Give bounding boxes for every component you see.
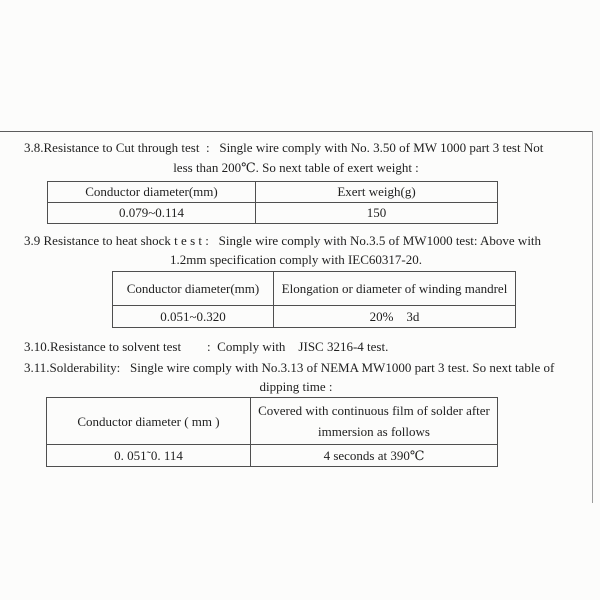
heat-shock-table [112, 271, 516, 328]
table-row [47, 445, 498, 467]
table-header-cell: Covered with continuous film of solder after immersion as follows [251, 398, 498, 445]
table-header-cell: Exert weigh(g) [256, 182, 498, 203]
section-3-8-line-2: less than 200℃. So next table of exert weight : [173, 160, 419, 175]
page-right-rule [592, 131, 593, 503]
section-3-11-line-2: dipping time : [259, 379, 333, 394]
section-3-9-line-2: 1.2mm specification comply with IEC60317-20. [169, 252, 422, 267]
table-data-cell: 150 [256, 203, 498, 224]
table-data-cell: 0.079~0.114 [48, 203, 256, 224]
table-row [113, 306, 516, 328]
cut-through-exert-weight-table [47, 181, 498, 224]
table-data-cell: 4 seconds at 390℃ [251, 445, 498, 467]
table-row [48, 203, 498, 224]
table-header-cell: Elongation or diameter of winding mandrel [274, 272, 516, 306]
table-header-row [47, 398, 498, 445]
table-header-cell: Conductor diameter ( mm ) [47, 398, 251, 445]
section-3-10-line-1: 3.10.Resistance to solvent test : Comply with JISC 3216-4 test. [24, 339, 389, 354]
table-data-cell: 0. 051˜0. 114 [47, 445, 251, 467]
table-header-cell: Conductor diameter(mm) [48, 182, 256, 203]
table-header-row [48, 182, 498, 203]
table-header-cell: Conductor diameter(mm) [113, 272, 274, 306]
section-3-8-line-1: 3.8.Resistance to Cut through test : Single wire comply with No. 3.50 of MW 1000 part 3 test Not [24, 140, 544, 155]
section-3-9-line-1: 3.9 Resistance to heat shock t e s t : Single wire comply with No.3.5 of MW1000 test: Above with [24, 233, 542, 248]
solderability-dipping-time-table [46, 397, 498, 467]
page-top-rule [0, 131, 593, 132]
table-data-cell: 0.051~0.320 [113, 306, 274, 328]
section-3-11-line-1: 3.11.Solderability: Single wire comply with No.3.13 of NEMA MW1000 part 3 test. So next table of [24, 360, 555, 375]
table-header-row [113, 272, 516, 306]
table-data-cell: 20% 3d [274, 306, 516, 328]
